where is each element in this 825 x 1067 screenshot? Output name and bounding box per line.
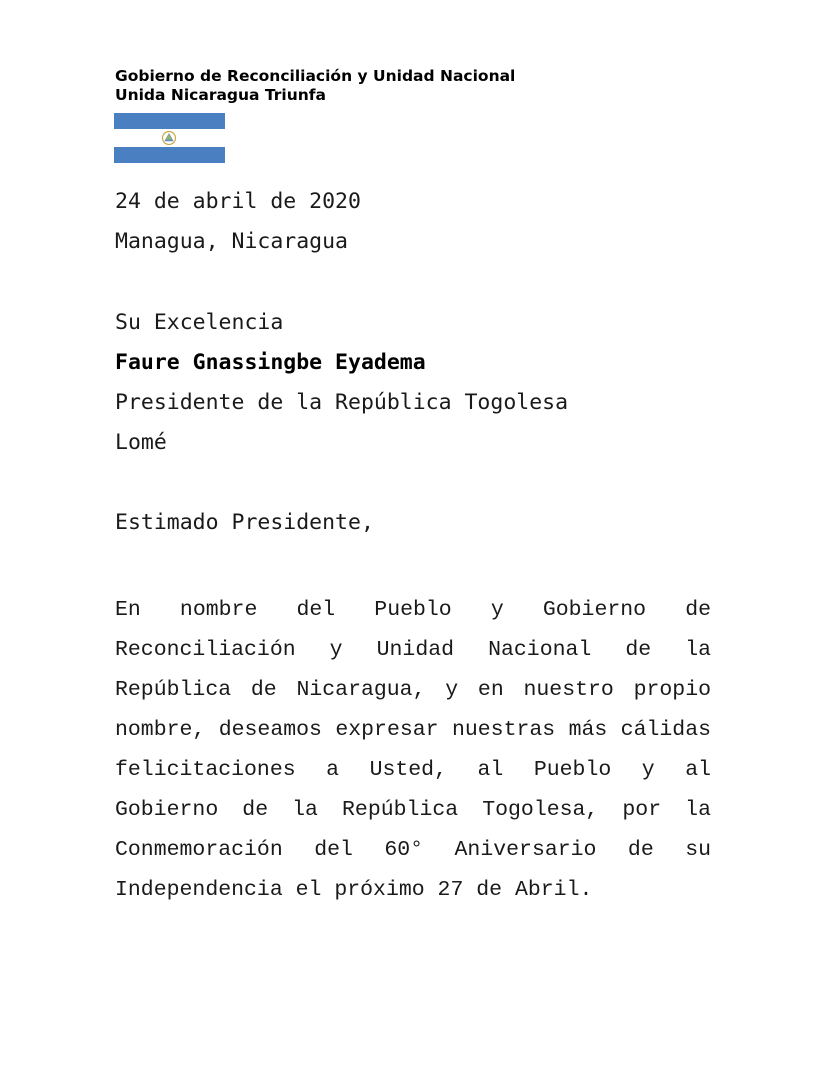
letter-body-paragraph: En nombre del Pueblo y Gobierno de Reconciliación y Unidad Nacional de la República de Nicaragua, y en nuestro propio nombre, deseamos expresar nuestras más cálidas felicitaciones a Usted, al Pueblo y al Gobierno de la República Togolesa, por la Conmemoración del 60° Aniversario de su Independencia el próximo 27 de Abril. — [115, 598, 711, 902]
nicaragua-flag-icon — [114, 113, 225, 163]
letter-greeting: Estimado Presidente, — [115, 510, 374, 535]
recipient-title: Su Excelencia — [115, 310, 284, 335]
flag-bottom-stripe — [114, 147, 225, 163]
recipient-position: Presidente de la República Togolesa — [115, 390, 569, 415]
recipient-name: Faure Gnassingbe Eyadema — [115, 350, 426, 375]
letterhead-government-name: Gobierno de Reconciliación y Unidad Nacional — [115, 67, 516, 85]
coat-of-arms-icon — [159, 129, 179, 147]
letter-place: Managua, Nicaragua — [115, 229, 348, 254]
flag-top-stripe — [114, 113, 225, 129]
letterhead — [115, 67, 515, 105]
letterhead-slogan: Unida Nicaragua Triunfa — [115, 86, 327, 104]
recipient-city: Lomé — [115, 430, 167, 455]
letter-date: 24 de abril de 2020 — [115, 189, 361, 214]
